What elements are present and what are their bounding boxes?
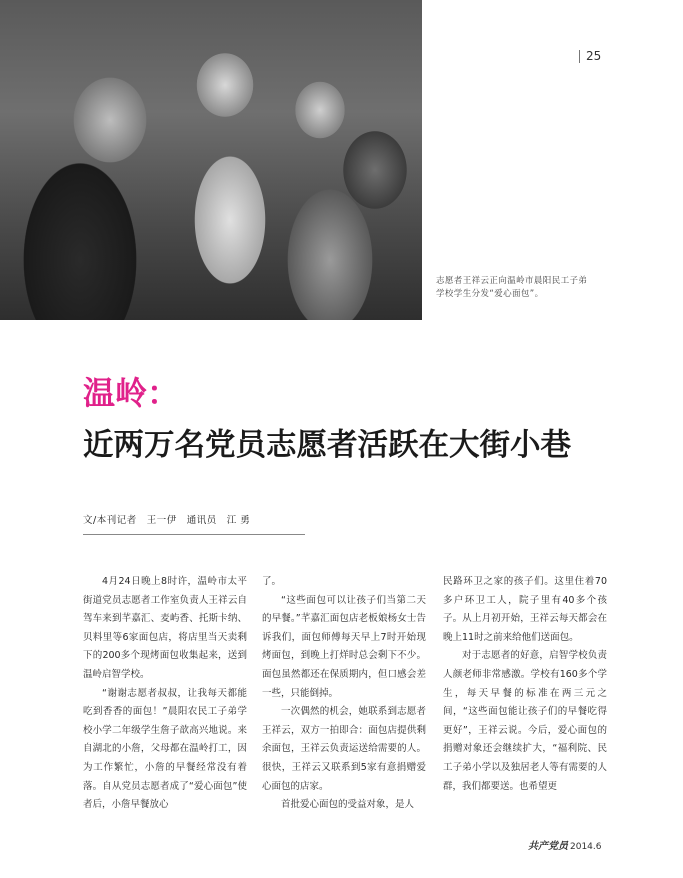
article-headline: 近两万名党员志愿者活跃在大街小巷 [83, 427, 571, 463]
body-column-3 [443, 573, 607, 796]
byline [83, 512, 305, 535]
magazine-logo: 共产党员 [528, 841, 568, 852]
byline-correspondent-label: 通讯员 [186, 515, 217, 526]
page-footer [528, 837, 602, 852]
byline-reporter-name: 王一伊 [146, 515, 177, 526]
paragraph: “谢谢志愿者叔叔，让我每天都能吃到香香的面包！”晨阳农民工子弟学校小学二年级学生詹子歆高兴地说。来自湖北的小詹，父母都在温岭打工，因为工作繁忙，小詹的早餐经常没有着落。自从党员志愿者成了“爱心面包”使者后，小詹早餐放心 [83, 687, 247, 811]
byline-correspondent-name: 江 勇 [226, 515, 251, 526]
body-column-2 [262, 573, 426, 815]
paragraph: 4月24日晚上8时许，温岭市太平街道党员志愿者工作室负责人王祥云自驾车来到芊嘉汇、麦屿香、托斯卡纳、贝料里等6家面包店，将店里当天卖剩下的200多个现烤面包收集起来，送到温岭启智学校。 [83, 576, 247, 680]
paragraph: 首批爱心面包的受益对象，是人 [281, 799, 415, 811]
issue-date: 2014.6 [570, 842, 602, 852]
paragraph: 了。 [262, 576, 282, 587]
paragraph: “这些面包可以让孩子们当第二天的早餐。”芊嘉汇面包店老板娘杨女士告诉我们，面包师傅每天早上7时开始现烤面包，到晚上打烊时总会剩下不少。面包虽然都还在保质期内，但口感会差一些，只能倒掉。 [262, 594, 426, 699]
page-number: 25 [579, 50, 601, 63]
article-photo [0, 0, 422, 320]
photo-caption: 志愿者王祥云正向温岭市晨阳民工子弟学校学生分发“爱心面包”。 [436, 276, 588, 299]
article-kicker: 温岭： [83, 374, 180, 412]
byline-reporter-label: 文/本刊记者 [83, 515, 137, 526]
paragraph: 民路环卫之家的孩子们。这里住着70多户环卫工人，院子里有40多个孩子。从上月初开始，王祥云每天都会在晚上11时之前来给他们送面包。 [443, 576, 607, 643]
body-column-1 [83, 573, 247, 815]
paragraph: 一次偶然的机会，她联系到志愿者王祥云，双方一拍即合：面包店提供剩余面包，王祥云负责运送给需要的人。很快，王祥云又联系到5家有意捐赠爱心面包的店家。 [262, 706, 426, 792]
paragraph: 对于志愿者的好意，启智学校负责人颜老师非常感激。学校有160多个学生，每天早餐的标准在两三元之间，“这些面包能让孩子们的早餐吃得更好”，王祥云说。今后，爱心面包的捐赠对象还会继续扩大，“福利院、民工子弟小学以及独居老人等有需要的人群，我们都要送。也希望更 [443, 650, 607, 792]
